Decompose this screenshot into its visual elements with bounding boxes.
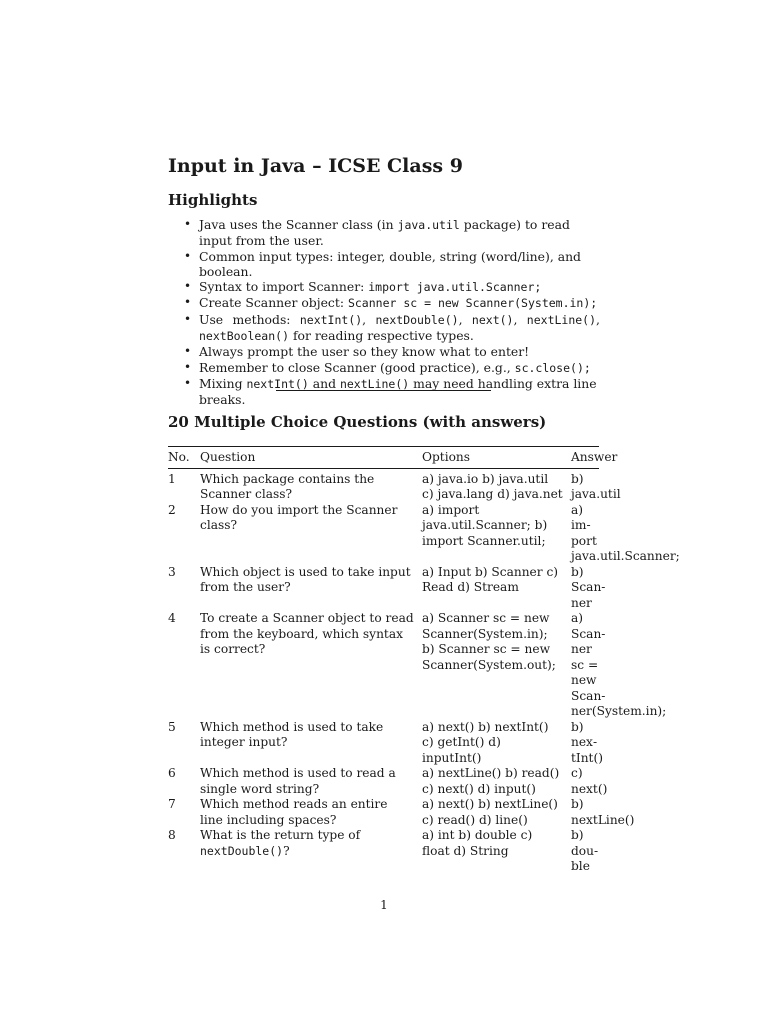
highlight-item xyxy=(168,344,600,359)
question-options: a) next() b) nextLine() c) read() d) line() xyxy=(422,797,558,827)
text-segment: What is the return type of xyxy=(200,828,361,842)
highlight-item xyxy=(168,360,600,376)
question-text xyxy=(200,611,422,720)
inline-code: nextLine() xyxy=(339,376,410,391)
question-text xyxy=(200,468,422,503)
question-options: a) java.io b) java.util c) java.lang d) java.net xyxy=(422,471,563,501)
inline-code: Scanner sc = new Scanner(System.in); xyxy=(347,296,598,311)
question-text xyxy=(200,797,422,828)
table-row xyxy=(168,828,599,875)
text-segment: Create Scanner object: xyxy=(199,295,348,311)
table-row xyxy=(168,468,599,503)
highlight-item xyxy=(168,312,600,345)
table-row xyxy=(168,720,599,767)
inline-code: nextDouble() xyxy=(200,843,284,858)
text-segment: , xyxy=(458,311,472,327)
mcq-rows xyxy=(168,468,680,875)
inline-code: java.util xyxy=(397,218,460,232)
question-text xyxy=(200,828,422,875)
question-options: a) int b) double c) float d) String xyxy=(422,828,533,858)
text-segment: Always prompt the user so they know what to enter! xyxy=(199,344,530,360)
text-segment: Syntax to import Scanner: xyxy=(199,279,369,295)
mcq-table xyxy=(168,446,680,875)
text-segment: How do you import the Scanner class? xyxy=(200,502,398,532)
bullet-icon: • xyxy=(184,295,192,310)
inline-code: sc.close(); xyxy=(514,360,591,375)
column-header-no: No. xyxy=(168,450,190,464)
bullet-icon: • xyxy=(184,248,192,263)
bullet-icon: • xyxy=(184,217,192,231)
text-segment: may need handling extra line breaks. xyxy=(199,375,597,408)
question-answer: a) import java.util.Scanner; xyxy=(571,502,680,563)
question-answer: c) next() xyxy=(571,766,608,796)
text-segment: Remember to close Scanner (good practice), e.g., xyxy=(199,359,515,375)
question-options: a) nextLine() b) read() c) next() d) input() xyxy=(422,766,560,796)
highlight-item xyxy=(168,249,600,280)
question-number: 2 xyxy=(168,502,176,517)
text-segment: Which object is used to take input from the user? xyxy=(200,564,411,594)
text-segment: Mixing xyxy=(199,375,247,391)
highlights-heading: Highlights xyxy=(168,191,258,209)
page-number: 1 xyxy=(380,898,388,912)
question-answer: b) java.util xyxy=(571,471,621,501)
text-segment: Which method is used to read a single word string? xyxy=(200,766,396,796)
text-segment: Java uses the Scanner class (in xyxy=(199,217,398,232)
question-options: a) Scanner sc = new Scanner(System.in); b) Scanner sc = new Scanner(System.out); xyxy=(422,611,556,672)
bullet-icon: • xyxy=(184,279,192,294)
table-row xyxy=(168,797,599,828)
text-segment: and xyxy=(308,375,340,391)
column-header-answer: Answer xyxy=(571,450,618,464)
text-segment: Which method reads an entire line including spaces? xyxy=(200,797,388,827)
question-text xyxy=(200,565,422,612)
highlight-item xyxy=(168,376,600,408)
question-number: 8 xyxy=(168,828,176,842)
question-answer: b) nextLine() xyxy=(571,797,635,827)
section-divider xyxy=(276,390,491,391)
text-segment: for reading respective types. xyxy=(289,328,474,344)
text-segment: Common input types: integer, double, string (word/line), and boolean. xyxy=(199,248,581,279)
column-header-question: Question xyxy=(200,450,256,464)
question-number: 4 xyxy=(168,611,176,625)
text-segment: , xyxy=(596,311,600,327)
question-text xyxy=(200,720,422,767)
question-text xyxy=(200,503,422,565)
question-answer: b) nextInt() xyxy=(571,719,603,765)
highlight-item xyxy=(168,279,600,295)
bullet-icon: • xyxy=(184,344,192,359)
inline-code: nextDouble() xyxy=(375,312,459,327)
bullet-icon: • xyxy=(184,375,192,390)
bullet-icon: • xyxy=(184,359,192,374)
mcq-header-row xyxy=(168,447,599,469)
table-row xyxy=(168,565,599,612)
table-row xyxy=(168,611,599,720)
text-segment: Which package contains the Scanner class? xyxy=(200,471,375,501)
question-options: a) import java.util.Scanner; b) import Scanner.util; xyxy=(422,502,548,548)
question-number: 6 xyxy=(168,766,176,780)
question-number: 7 xyxy=(168,797,176,811)
question-answer: a) Scanner sc = new Scanner(System.in); xyxy=(571,611,667,718)
highlights-list xyxy=(168,217,600,408)
text-segment: , xyxy=(513,311,527,327)
question-number: 3 xyxy=(168,564,176,579)
inline-code: next() xyxy=(471,312,514,327)
mcq-heading: 20 Multiple Choice Questions (with answers) xyxy=(168,413,547,431)
document-title: Input in Java – ICSE Class 9 xyxy=(168,155,463,177)
question-options: a) Input b) Scanner c) Read d) Stream xyxy=(422,564,559,594)
inline-code: nextInt() xyxy=(246,376,309,391)
question-answer: b) double xyxy=(571,828,599,873)
question-number: 5 xyxy=(168,719,176,734)
text-segment: package) to read input from the user. xyxy=(199,217,570,249)
text-segment: Use methods: xyxy=(199,311,300,327)
question-text xyxy=(200,766,422,797)
text-segment: To create a Scanner object to read from the keyboard, which syntax is correct? xyxy=(200,611,414,656)
inline-code: nextBoolean() xyxy=(199,329,290,344)
text-segment: , xyxy=(362,311,376,327)
inline-code: nextLine() xyxy=(526,312,597,327)
question-answer: b) Scanner xyxy=(571,564,606,610)
text-segment: ? xyxy=(283,843,290,858)
bullet-icon: • xyxy=(184,311,192,326)
text-segment: Which method is used to take integer input? xyxy=(200,719,384,749)
highlight-item xyxy=(168,295,600,311)
question-number: 1 xyxy=(168,471,176,486)
inline-code: import java.util.Scanner; xyxy=(368,280,542,295)
inline-code: nextInt() xyxy=(299,312,363,327)
highlight-item xyxy=(168,217,600,249)
table-row xyxy=(168,503,599,565)
column-header-options: Options xyxy=(422,450,471,464)
table-row xyxy=(168,766,599,797)
question-options: a) next() b) nextInt() c) getInt() d) inputInt() xyxy=(422,719,549,765)
